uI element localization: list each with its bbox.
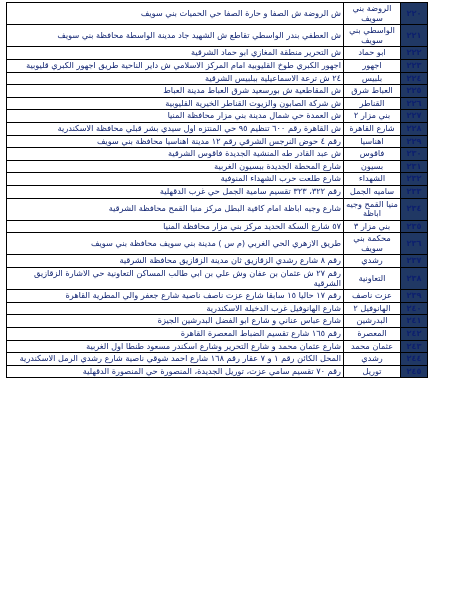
table-row <box>7 47 428 60</box>
branch-area: اهناسيا <box>344 135 401 148</box>
branch-area: اجهور <box>344 59 401 72</box>
branch-area: منيا القمح وجيه اباظة <box>344 198 401 220</box>
row-number: ٢٢٨ <box>401 122 428 135</box>
branches-table <box>6 2 428 378</box>
branch-area: الهانوفيل ٢ <box>344 302 401 315</box>
row-number: ٢٤٠ <box>401 302 428 315</box>
table-row <box>7 110 428 123</box>
branch-area: رشدي <box>344 353 401 366</box>
branch-area: الشهداء <box>344 173 401 186</box>
row-number: ٢٢٧ <box>401 110 428 123</box>
row-number: ٢٤٥ <box>401 365 428 378</box>
table-row <box>7 135 428 148</box>
branch-area: توريل <box>344 365 401 378</box>
branch-address: ٥٧ شارع السكة الحديد مركز بني مزار محافظة المنيا <box>7 220 344 233</box>
row-number: ٢٣١ <box>401 160 428 173</box>
row-number: ٢٢٩ <box>401 135 428 148</box>
branch-area: بني مزار ٣ <box>344 220 401 233</box>
branch-area: رشدي <box>344 255 401 268</box>
row-number: ٢٤١ <box>401 315 428 328</box>
branch-area: بسيون <box>344 160 401 173</box>
row-number: ٢٢٣ <box>401 59 428 72</box>
branch-address: ش شركة الصابون والزيوت القناطر الخيرية القليوبية <box>7 97 344 110</box>
branch-address: ش المقاطعية ش بورسعيد شرق العباط مدينة العباط <box>7 85 344 98</box>
row-number: ٢٤٤ <box>401 353 428 366</box>
branch-address: اجهور الكبري طوخ القليوبية امام المركز الاسلامي ش داير الناحية طريق اجهور الكبري قليوبية <box>7 59 344 72</box>
branch-address: ش عبد القادر طه المنشية الجديدة فاقوس الشرقية <box>7 148 344 161</box>
table-row <box>7 97 428 110</box>
table-row <box>7 268 428 290</box>
row-number: ٢٣٦ <box>401 233 428 255</box>
branch-address: ٢٤ ش ترعة الاسماعيلية ببلبيس الشرقية <box>7 72 344 85</box>
table-row <box>7 59 428 72</box>
branch-address: طريق الازهري الحي الغربي (م س ) مدينة بني سويف محافظة بني سويف <box>7 233 344 255</box>
branch-area: ابو حماد <box>344 47 401 60</box>
branch-address: شارع طلعت حرب الشهداء المنوفية <box>7 173 344 186</box>
branch-address: رقم ٢٧ ش عثمان بن عفان وش علي بن ابي طالب المساكن التعاونية حي الاشارة الزقازيق الشرقية <box>7 268 344 290</box>
branch-area: ساميه الجمل <box>344 185 401 198</box>
table-row <box>7 233 428 255</box>
branch-area: البدرشين <box>344 315 401 328</box>
branch-address: ش العطفي بندر الواسطي تقاطع ش الشهيد جاد مدينة الواسطة محافظة بني سويف <box>7 25 344 47</box>
branch-address: شارع عباس عناني و شارع ابو الفضل البدرشين الجيزة <box>7 315 344 328</box>
row-number: ٢٢٥ <box>401 85 428 98</box>
row-number: ٢٣٥ <box>401 220 428 233</box>
table-row <box>7 198 428 220</box>
table-row <box>7 72 428 85</box>
branch-area: بلبيس <box>344 72 401 85</box>
branch-area: الواسطي بني سويف <box>344 25 401 47</box>
branch-area: فاقوس <box>344 148 401 161</box>
table-row <box>7 290 428 303</box>
table-row <box>7 85 428 98</box>
row-number: ٢٣٢ <box>401 173 428 186</box>
branch-address: رقم ٤ حوض النرجس الشرقي رقم ١٢ مدينة اهناسيا محافظة بني سويف <box>7 135 344 148</box>
branch-address: شارع الهانوفيل غرب الدخيلة الاسكندرية <box>7 302 344 315</box>
branch-address: رقم ٣٢٢، ٣٢٣ تقسيم سامية الجمل حي غرب الدقهلية <box>7 185 344 198</box>
branch-address: ش القاهرة رقم ٦٠٠ تنظيم ٩٥ حي المنتزه اول سيدي بشر قبلي محافظة الاسكندرية <box>7 122 344 135</box>
branch-area: العباط شرق <box>344 85 401 98</box>
table-row <box>7 185 428 198</box>
row-number: ٢٣٠ <box>401 148 428 161</box>
table-row <box>7 255 428 268</box>
branch-address: ش التحرير منطقة المغازي ابو حماد الشرقية <box>7 47 344 60</box>
row-number: ٢٣٣ <box>401 185 428 198</box>
branch-address: شارع وجيه اباظة امام كافية البطل مركز منيا القمح محافظة الشرقية <box>7 198 344 220</box>
branch-area: محكمة بني سويف <box>344 233 401 255</box>
row-number: ٢٢٦ <box>401 97 428 110</box>
row-number: ٢٣٨ <box>401 268 428 290</box>
row-number: ٢٣٩ <box>401 290 428 303</box>
table-row <box>7 173 428 186</box>
table-row <box>7 353 428 366</box>
row-number: ٢٢٢ <box>401 47 428 60</box>
row-number: ٢٢٠ <box>401 3 428 25</box>
branch-area: المعصرة <box>344 328 401 341</box>
table-row <box>7 315 428 328</box>
branch-address: ش العمدة حي شمال مدينة بني مزار محافظة المنيا <box>7 110 344 123</box>
table-row <box>7 148 428 161</box>
branch-address: ش الروضة ش الصفا و حارة الصفا حي الحميات بني سويف <box>7 3 344 25</box>
branch-area: عزت ناصف <box>344 290 401 303</box>
row-number: ٢٤٣ <box>401 340 428 353</box>
table-row <box>7 340 428 353</box>
table-row <box>7 328 428 341</box>
branch-area: الروضة بني سويف <box>344 3 401 25</box>
branch-area: عثمان محمد <box>344 340 401 353</box>
branch-area: التعاونية <box>344 268 401 290</box>
row-number: ٢٤٢ <box>401 328 428 341</box>
table-row <box>7 220 428 233</box>
table-row <box>7 3 428 25</box>
branch-area: شارع القاهرة <box>344 122 401 135</box>
branch-address: رقم ١٧ حاليا ١٥ سابقا شارع عزت ناصف ناصية شارع جعفر والي المطرية القاهرة <box>7 290 344 303</box>
row-number: ٢٢١ <box>401 25 428 47</box>
branch-address: رقم ١٦٥ شارع تقسيم الضباط المعصرة القاهرة <box>7 328 344 341</box>
branch-address: رقم ٧٠ تقسيم سامي عزت، توريل الجديدة، المنصورة حي المنصورة الدقهلية <box>7 365 344 378</box>
row-number: ٢٢٤ <box>401 72 428 85</box>
row-number: ٢٣٤ <box>401 198 428 220</box>
table-row <box>7 25 428 47</box>
table-row <box>7 160 428 173</box>
branch-address: المحل الكائن رقم ١ و ٧ عقار رقم ١٦٨ شارع احمد شوقي ناصية شارع رشدي الرمل الاسكندرية <box>7 353 344 366</box>
table-row <box>7 302 428 315</box>
branch-address: شارع عثمان محمد و شارع التحرير وشارع اسكندر مسعود طنطا اول الغربية <box>7 340 344 353</box>
row-number: ٢٣٧ <box>401 255 428 268</box>
branch-address: رقم ٨ شارع رشدي الزقازيق ثان مدينة الزقازيق محافظة الشرقية <box>7 255 344 268</box>
branch-area: القناطر <box>344 97 401 110</box>
branches-table-body <box>7 3 428 378</box>
table-row <box>7 365 428 378</box>
table-row <box>7 122 428 135</box>
branch-area: بني مزار ٢ <box>344 110 401 123</box>
branch-address: شارع المحطة الجديدة ببسيون الغربية <box>7 160 344 173</box>
